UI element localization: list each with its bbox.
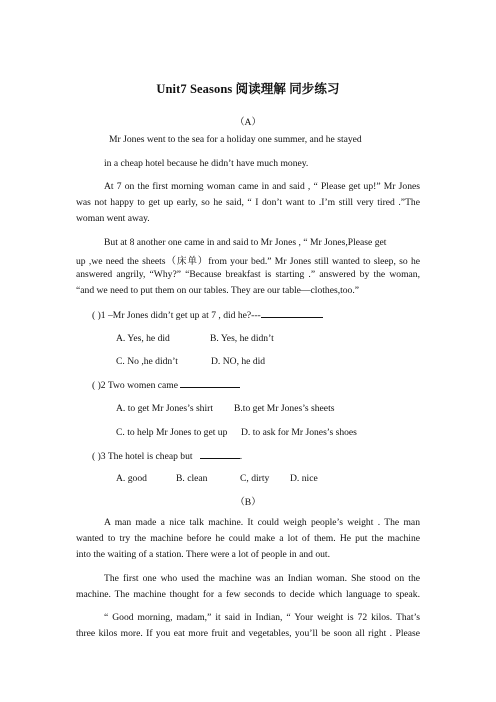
passage-b-line: The first one who used the machine was an Indian woman. She stood on the <box>104 573 420 584</box>
answer-blank <box>200 450 240 459</box>
passage-b-line: “ Good morning, madam,” it said in Indian, “ Your weight is 72 kilos. That’s <box>104 612 420 623</box>
passage-a-line: up ,we need the sheets（床单）from your bed.” Mr Jones still wanted to sleep, so he <box>76 256 420 267</box>
question-stem-end: . <box>239 451 243 462</box>
passage-a-line: At 7 on the first morning woman came in and said , “ Please get up!” Mr Jones <box>104 181 420 192</box>
option-item: A. Yes, he did <box>116 333 170 344</box>
passage-b-line: machine. The machine thought for a few seconds to decide which language to speak. <box>76 589 420 600</box>
passage-b-line: into the waiting of a station. There were a lot of people in and out. <box>76 549 330 560</box>
option-item: A. good <box>116 473 147 484</box>
answer-paren: ( ) <box>92 451 101 462</box>
question-1 <box>92 309 323 321</box>
passage-b-line: wanted to try the machine before he could make a lot of them. He put the machine <box>76 533 420 544</box>
question-stem: 1 –Mr Jones didn’t get up at 7 , did he?--- <box>100 310 261 321</box>
page-title: Unit7 Seasons 阅读理解 同步练习 <box>156 82 340 96</box>
option-item: A. to get Mr Jones’s shirt <box>116 403 214 414</box>
option-item: D. NO, he did <box>211 356 266 367</box>
answer-paren: ( ) <box>92 380 101 391</box>
option-item: D. to ask for Mr Jones’s shoes <box>241 427 357 438</box>
passage-a-line: But at 8 another one came in and said to Mr Jones , “ Mr Jones,Please get <box>104 237 387 248</box>
question-3 <box>92 450 242 462</box>
answer-paren: ( ) <box>92 310 101 321</box>
question-stem: 3 The hotel is cheap but <box>100 451 193 462</box>
section-a-label: （A） <box>234 117 262 128</box>
option-item: C. No ,he didn’t <box>116 356 178 367</box>
option-item: D. nice <box>290 473 318 484</box>
passage-b-line: A man made a nice talk machine. It could weigh people’s weight . The man <box>104 517 420 528</box>
option-item: C. to help Mr Jones to get up <box>116 427 228 438</box>
passage-a-line: woman went away. <box>76 213 150 224</box>
option-item: B. clean <box>176 473 208 484</box>
option-item: C, dirty <box>240 473 270 484</box>
option-item: B. Yes, he didn’t <box>210 333 274 344</box>
passage-b-line: three kilos more. If you eat more fruit and vegetables, you’ll be soon all right . Please <box>76 628 420 639</box>
section-b-label: （B） <box>235 497 261 508</box>
passage-a-line: “and we need to put them on our tables. They are our table—clothes,too.” <box>76 285 360 296</box>
passage-a-line: was not happy to get up early, so he said, “ I don’t want to .I’m still very tired .”The <box>76 197 420 208</box>
passage-a-line: in a cheap hotel because he didn’t have much money. <box>104 158 309 169</box>
question-stem: 2 Two women came <box>100 380 179 391</box>
passage-a-line: answered angrily, “Why?” “Because breakfast is starting .” answered by the woman, <box>76 269 420 280</box>
passage-a-line: Mr Jones went to the sea for a holiday one summer, and he stayed <box>109 134 362 145</box>
question-2 <box>92 379 240 391</box>
option-item: B.to get Mr Jones’s sheets <box>234 403 335 414</box>
answer-blank <box>261 309 323 318</box>
answer-blank <box>180 379 240 388</box>
